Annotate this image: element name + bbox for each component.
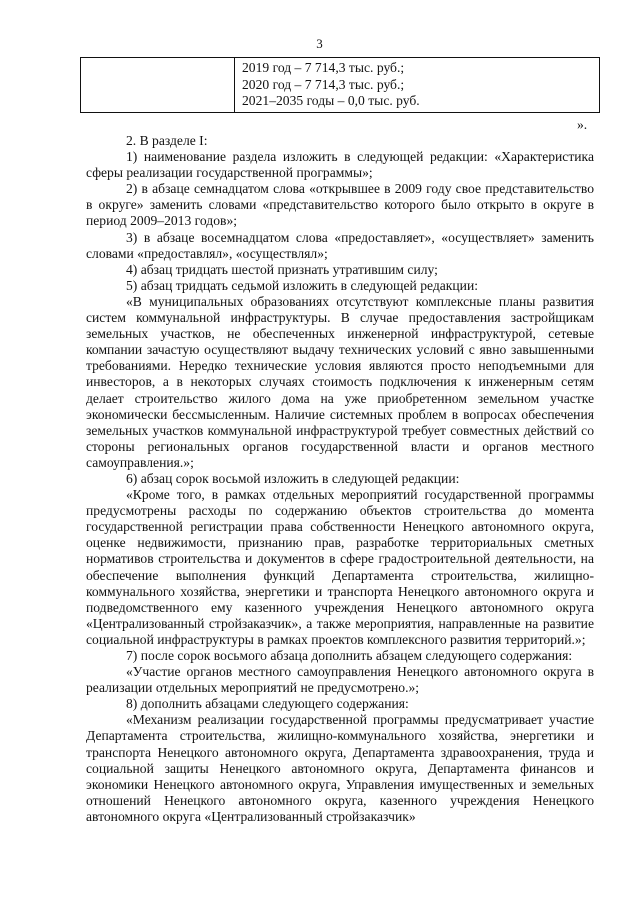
page-number: 3 xyxy=(316,36,323,51)
quoted-paragraph: «Участие органов местного самоуправления Ненецкого автономного округа в реализации отдельных мероприятий не предусмотрено.»; xyxy=(86,664,594,696)
table-cell-financing-years xyxy=(242,60,420,110)
quoted-paragraph: «Кроме того, в рамках отдельных мероприятий государственной программы предусмотрены расходы по содержанию объектов строительства до момента государственной регистрации права собственности Ненецкого автономного округа, оценке недвижимости, признанию прав, разработке территориальных сметных нормативов строительства и документов в сфере градостроительной деятельности, на обеспечение выполнения функций Департамента строительства, жилищно-коммунального хозяйства, энергетики и транспорта Ненецкого автономного округа и подведомственного ему казенного учреждения Ненецкого автономного округа «Централизованный стройзаказчик», а также мероприятия, направленные на развитие социальной инфраструктуры в рамках проектов комплексного развития территорий.»; xyxy=(86,487,594,647)
document-body xyxy=(86,133,594,825)
amendment-item-1: 1) наименование раздела изложить в следующей редакции: «Характеристика сферы реализации государственной программы»; xyxy=(86,149,594,181)
table-row: 2020 год – 7 714,3 тыс. руб.; xyxy=(242,76,405,92)
amendment-item-3: 3) в абзаце восемнадцатом слова «предоставляет», «осуществляет» заменить словами «предоставлял», «осуществлял»; xyxy=(86,229,594,261)
amendment-item-6: 6) абзац сорок восьмой изложить в следующей редакции: xyxy=(126,470,460,486)
quoted-paragraph: «В муниципальных образованиях отсутствуют комплексные планы развития систем коммунальной инфраструктуры. В случае предоставления застройщикам земельных участков, не обеспеченных инженерной инфраструктурой, сетевые компании зачастую осуществляют выдачу технических условий с явно завышенными требованиями. Нередко технические условия являются просто неподъемными для инвесторов, а в некоторых случаях стоимость подключения к инженерным сетям делает строительство жилого дома на уже приобретенном земельном участке экономически бессмысленным. Наличие системных проблем в вопросах обеспечения земельных участков коммунальной инфраструктурой требует совместных действий со стороны региональных органов государственной власти и органов местного самоуправления.»; xyxy=(86,293,594,470)
amendment-item-8: 8) дополнить абзацами следующего содержания: xyxy=(126,696,409,712)
table-closing-mark: ». xyxy=(577,117,588,132)
quoted-paragraph: «Механизм реализации государственной программы предусматривает участие Департамента строительства, жилищно-коммунального хозяйства, энергетики и транспорта Ненецкого автономного округа, Департамента здравоохранения, труда и социальной защиты Ненецкого автономного округа, Департамента финансов и экономики Ненецкого автономного округа, Управления имущественных и земельных отношений Ненецкого автономного округа, казенного учреждения Ненецкого автономного округа «Централизованный стройзаказчик» xyxy=(86,712,594,824)
section-heading-paragraph: 2. В разделе I: xyxy=(126,133,208,148)
amendment-item-2: 2) в абзаце семнадцатом слова «открывшее в 2009 году свое представительство в округе» заменить словами «представительство которого было открыто в округе в период 2009–2013 годов»; xyxy=(86,181,594,229)
amendment-item-7: 7) после сорок восьмого абзаца дополнить абзацем следующего содержания: xyxy=(126,648,573,663)
table-column-divider xyxy=(234,58,235,112)
table-row: 2021–2035 годы – 0,0 тыс. руб. xyxy=(242,93,420,108)
amendment-item-5: 5) абзац тридцать седьмой изложить в следующей редакции: xyxy=(126,277,479,293)
amendment-item-4: 4) абзац тридцать шестой признать утратившим силу; xyxy=(126,261,438,277)
financing-table-fragment xyxy=(80,57,600,113)
table-row: 2019 год – 7 714,3 тыс. руб.; xyxy=(242,60,405,75)
